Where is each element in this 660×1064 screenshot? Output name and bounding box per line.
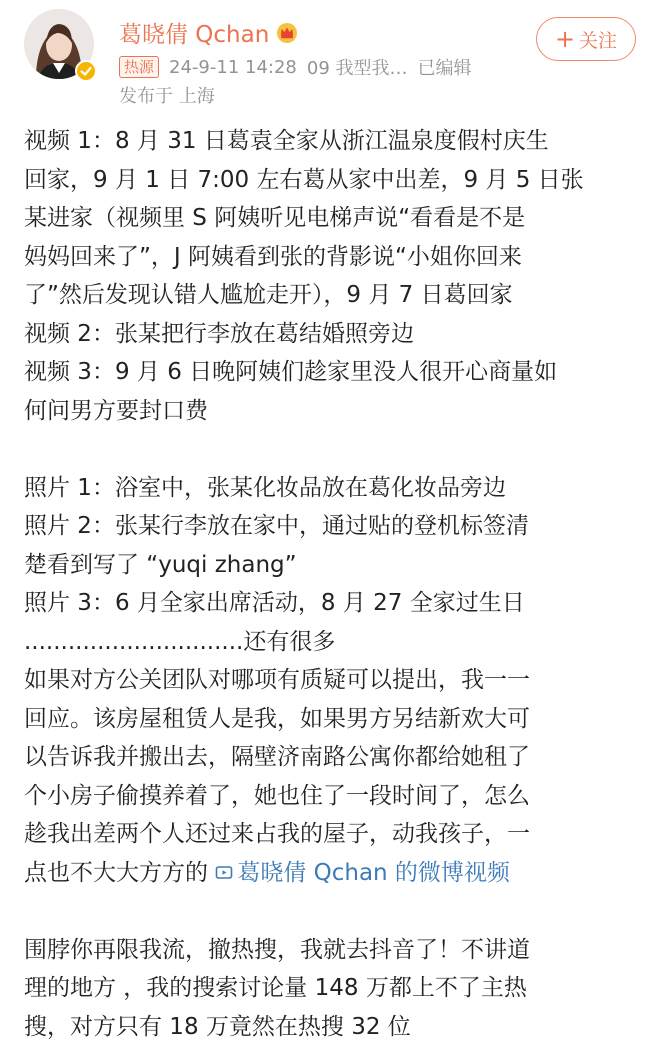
- content-line: 楚看到写了 “yuqi zhang”: [24, 551, 297, 578]
- video-icon: [215, 864, 233, 882]
- content-line: 视频 2：张某把行李放在葛结婚照旁边: [24, 320, 414, 347]
- blank-line: [24, 430, 642, 469]
- edited-label[interactable]: 已编辑: [417, 58, 472, 79]
- plus-icon: +: [554, 25, 576, 53]
- blank-line: [24, 892, 642, 931]
- content-line: ..............................还有很多: [24, 628, 336, 655]
- post-header: [0, 0, 660, 112]
- content-line: 了”然后发现认错人尴尬走开），9 月 7 日葛回家: [24, 282, 513, 308]
- content-line: 围脖你再限我流，撤热搜，我就去抖音了！不讲道: [24, 936, 530, 963]
- content-line: 回应。该房屋租赁人是我，如果男方另结新欢大可: [24, 705, 530, 732]
- crown-icon[interactable]: [275, 20, 299, 44]
- content-line: 个小房子偷摸养着了，她也住了一段时间了，怎么: [24, 782, 530, 809]
- content-line: 照片 1：浴室中，张某化妆品放在葛化妆品旁边: [24, 474, 506, 501]
- post-meta: [119, 54, 472, 80]
- content-line: 趁我出差两个人还过来占我的屋子，动我孩子，一: [24, 821, 530, 847]
- content-line: 视频 3：9 月 6 日晚阿姨们趁家里没人很开心商量如: [24, 359, 558, 385]
- post-time[interactable]: 24-9-11 14:28: [169, 56, 297, 78]
- content-line-with-link: [24, 854, 642, 893]
- content-line: 回家，9 月 1 日 7:00 左右葛从家中出差，9 月 5 日张: [24, 166, 584, 193]
- content-text: 点也不大大方方的: [24, 859, 208, 886]
- follow-button[interactable]: [536, 17, 636, 61]
- author-name[interactable]: 葛晓倩 Qchan: [119, 21, 270, 48]
- post-content: [24, 122, 642, 1046]
- content-line: 搜，对方只有 18 万竟然在热搜 32 位: [24, 1013, 411, 1040]
- author-row: [119, 14, 299, 50]
- content-line: 理的地方 ，我的搜索讨论量 148 万都上不了主热: [24, 975, 527, 1001]
- content-line: 如果对方公关团队对哪项有质疑可以提出，我一一: [24, 667, 530, 693]
- post-location: 发布于 上海: [119, 86, 215, 107]
- content-line: 照片 2：张某行李放在家中，通过贴的登机标签清: [24, 513, 529, 539]
- content-line: 某进家（视频里 S 阿姨听见电梯声说“看看是不是: [24, 205, 526, 231]
- video-link[interactable]: [215, 860, 510, 886]
- content-line: 以告诉我并搬出去，隔壁济南路公寓你都给她租了: [24, 744, 530, 770]
- verified-badge-icon: [75, 60, 97, 82]
- follow-label: 关注: [579, 29, 618, 52]
- content-line: 妈妈回来了”，J 阿姨看到张的背影说“小姐你回来: [24, 243, 522, 270]
- content-line: 何问男方要封口费: [24, 397, 208, 424]
- content-line: 视频 1：8 月 31 日葛袁全家从浙江温泉度假村庆生: [24, 128, 549, 154]
- post-device[interactable]: 09 我型我…: [306, 58, 408, 79]
- content-line: 照片 3：6 月全家出席活动，8 月 27 全家过生日: [24, 590, 525, 616]
- hot-source-badge: 热源: [119, 56, 159, 78]
- video-link-label: 葛晓倩 Qchan 的微博视频: [237, 859, 510, 886]
